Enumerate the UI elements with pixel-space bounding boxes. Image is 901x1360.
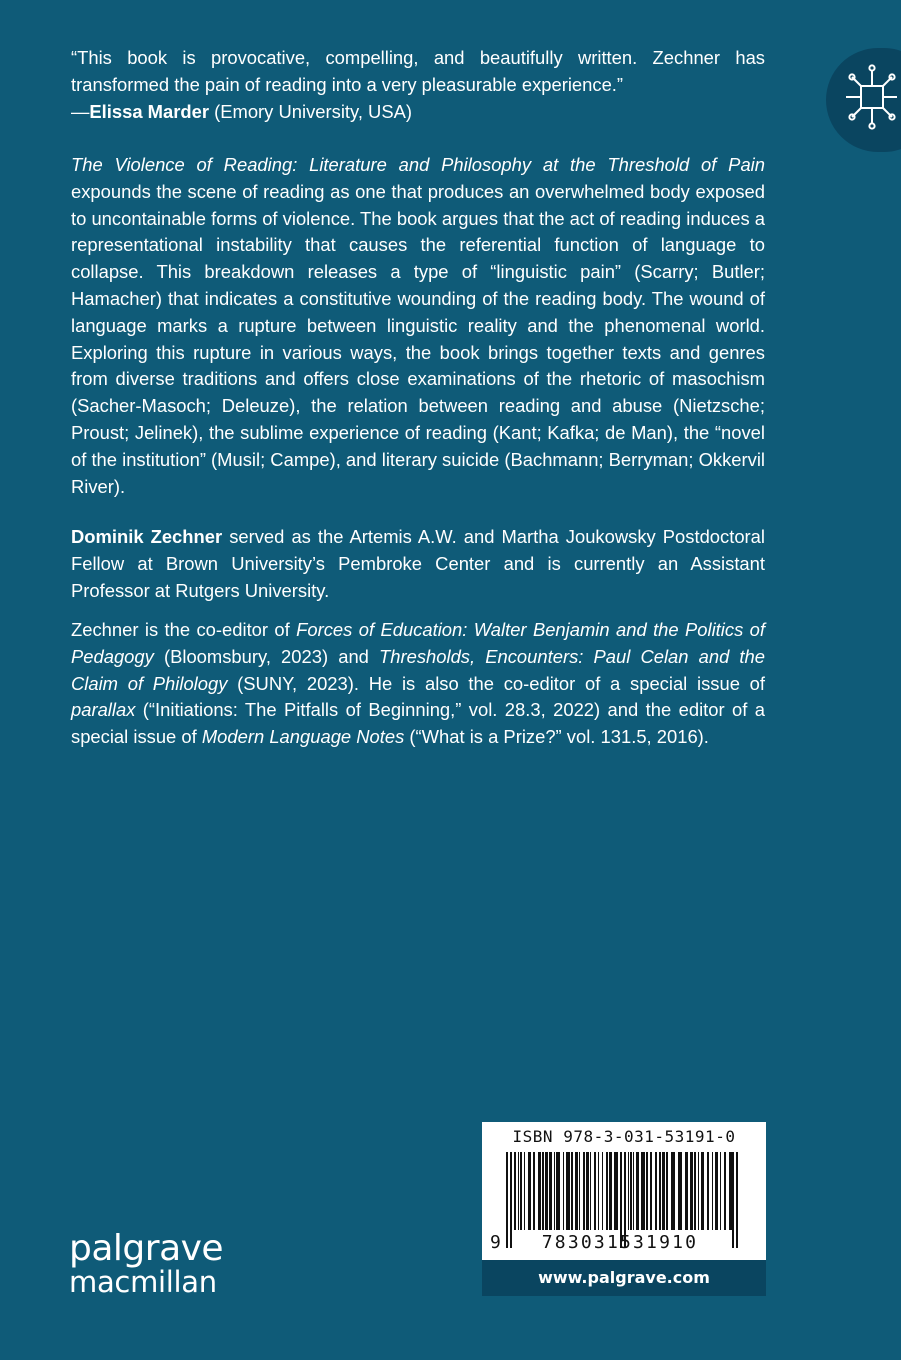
- barcode-bar: [628, 1152, 629, 1230]
- publisher-line1: palgrave: [69, 1228, 224, 1269]
- description-body: expounds the scene of reading as one that produces an overwhelmed body exposed to uncontainable forms of violence. The book argues that the act of reading induces a representational instability that causes the referential function of language to collapse. This breakdown releases a type of “linguistic pain” (Scarry; Butler; Hamacher) that indicates a constitutive wounding of the reading body. The wound of language marks a rupture between linguistic reality and the phenomenal world. Exploring this rupture in various ways, the book brings together texts and genres from diverse traditions and offers close examinations of the rhetoric of masochism (Sacher-Masoch; Deleuze), the relation between reading and abuse (Nietzsche; Proust; Jelinek), the sublime experience of reading (Kant; Kafka; de Man), the “novel of the institution” (Musil; Campe), and literary suicide (Bachmann; Berryman; Okkervil River).: [71, 180, 765, 497]
- barcode-bar: [715, 1152, 718, 1230]
- barcode-bar: [646, 1152, 648, 1230]
- book-title: The Violence of Reading: Literature and Philosophy at the Threshold of Pain: [71, 154, 765, 175]
- barcode-bar: [655, 1152, 657, 1230]
- barcode-bar: [524, 1152, 525, 1230]
- barcode-bar: [594, 1152, 596, 1230]
- barcode-bar: [732, 1152, 734, 1248]
- barcode-bar: [542, 1152, 544, 1230]
- author-name: Dominik Zechner: [71, 526, 223, 547]
- barcode-digit-first: 9: [490, 1232, 501, 1253]
- barcode-bar: [571, 1152, 573, 1230]
- quote-attribution: [71, 99, 765, 126]
- barcode-digits-rest: 783031531910: [541, 1232, 699, 1253]
- barcode-bar: [518, 1152, 519, 1230]
- palgrave-macmillan-logo: [69, 1228, 249, 1299]
- barcode-bar: [641, 1152, 645, 1230]
- pub-title: Thresholds, Encounters: Paul Celan and the Claim of Philology: [71, 645, 765, 694]
- barcode-bar: [528, 1152, 531, 1230]
- barcode-bar: [707, 1152, 709, 1230]
- barcode-bar: [609, 1152, 612, 1230]
- springer-logo-tab: [826, 48, 901, 152]
- barcode-bar: [666, 1152, 668, 1230]
- barcode-bar: [614, 1152, 618, 1230]
- barcode-bar: [545, 1152, 548, 1230]
- network-square-icon: [842, 62, 901, 134]
- barcode-bar: [590, 1152, 591, 1230]
- barcode-bar: [650, 1152, 652, 1230]
- pub-text: Zechner is the co-editor of: [71, 619, 297, 640]
- barcode-bar: [636, 1152, 639, 1230]
- pub-title: Modern Language Notes: [201, 726, 405, 748]
- barcode-bar: [633, 1152, 634, 1230]
- quote-text: “This book is provocative, compelling, and beautifully written. Zechner has transformed the pain of reading into a very pleasurable experience.”: [71, 47, 765, 95]
- barcode-bar: [712, 1152, 713, 1230]
- barcode-bar: [598, 1152, 599, 1230]
- barcode-bar: [549, 1152, 552, 1230]
- barcode-bar: [606, 1152, 608, 1230]
- pub-text: (“Initiations: The Pitfalls of Beginning,” vol. 28.3, 2022) and the editor of a special issue of: [71, 699, 765, 748]
- barcode-bar: [575, 1152, 578, 1230]
- pub-text: (“What is a Prize?” vol. 131.5, 2016).: [404, 726, 709, 748]
- barcode-bar: [579, 1152, 580, 1230]
- author-bio: [71, 524, 765, 604]
- barcode-bar: [583, 1152, 585, 1230]
- isbn-label: ISBN 978-3-031-53191-0: [512, 1127, 736, 1146]
- barcode-bar: [690, 1152, 693, 1230]
- barcode-bar: [724, 1152, 726, 1230]
- barcode-bar: [685, 1152, 688, 1230]
- barcode-bar: [671, 1152, 675, 1230]
- barcode-bar: [586, 1152, 589, 1230]
- barcode-bar: [720, 1152, 721, 1230]
- quote-dash: —: [71, 100, 90, 122]
- publisher-line2: macmillan: [69, 1265, 217, 1299]
- barcode-bar: [538, 1152, 541, 1230]
- barcode-bar: [694, 1152, 696, 1230]
- barcode-bar: [729, 1152, 732, 1230]
- endorsement-quote: [71, 45, 765, 125]
- barcode-bar: [506, 1152, 508, 1248]
- pub-title: Forces of Education: Walter Benjamin and the Politics of Pedagogy: [71, 619, 765, 667]
- quote-author: Elissa Marder: [89, 100, 209, 122]
- barcode-bar: [563, 1152, 564, 1230]
- barcode-bar: [736, 1152, 738, 1248]
- barcode-bar: [602, 1152, 603, 1230]
- pub-text: (Bloomsbury, 2023) and: [153, 645, 380, 667]
- barcode-bar: [510, 1152, 512, 1248]
- pub-title: parallax: [71, 699, 136, 721]
- barcode-bar: [698, 1152, 699, 1230]
- isbn-barcode: [482, 1122, 766, 1296]
- publisher-url[interactable]: www.palgrave.com: [482, 1260, 766, 1296]
- barcode-bar: [566, 1152, 570, 1230]
- barcode-bar: [554, 1152, 555, 1230]
- barcode-bar: [659, 1152, 661, 1230]
- barcode-bar: [630, 1152, 632, 1230]
- barcode-bar: [701, 1152, 704, 1230]
- barcode-bar: [514, 1152, 516, 1230]
- author-publications: [71, 617, 765, 751]
- author-bio-text: served as the Artemis A.W. and Martha Joukowsky Postdoctoral Fellow at Brown University’s Pembroke Center and is currently an Assistant Professor at Rutgers University.: [71, 526, 765, 601]
- book-description: [71, 152, 765, 500]
- barcode-bar: [556, 1152, 560, 1230]
- barcode-bar: [533, 1152, 535, 1230]
- barcode-bar: [678, 1152, 682, 1230]
- barcode-bar: [520, 1152, 522, 1230]
- barcode-bar: [662, 1152, 665, 1230]
- quote-affiliation: (Emory University, USA): [209, 100, 412, 122]
- pub-text: (SUNY, 2023). He is also the co-editor of a special issue of: [227, 672, 765, 694]
